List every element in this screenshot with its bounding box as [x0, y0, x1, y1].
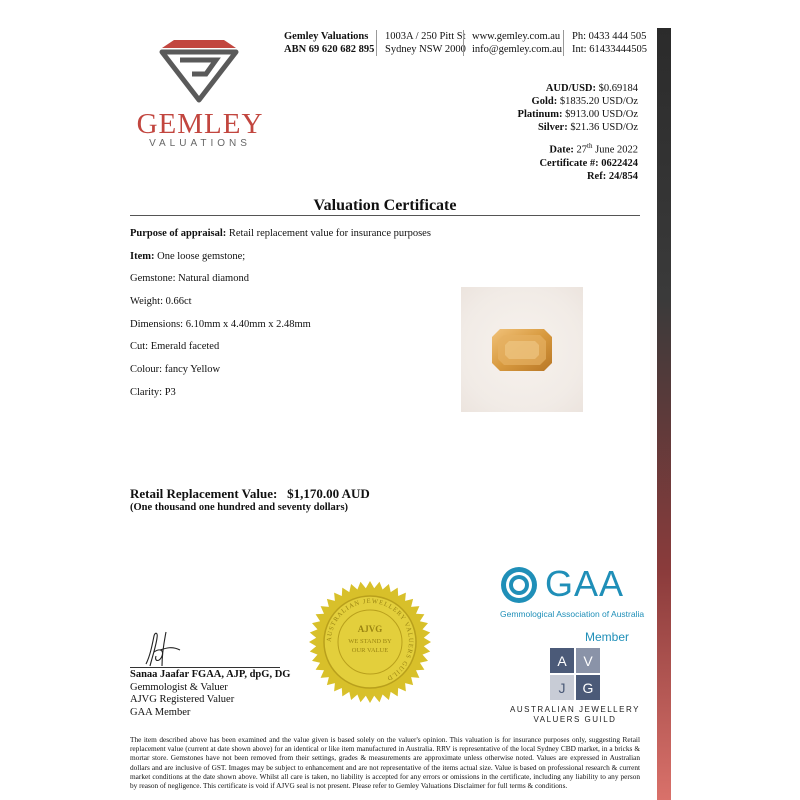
- ajvg-logo-icon: [550, 648, 600, 700]
- certificate-meta: [539, 140, 638, 183]
- address-line-2: Sydney NSW 2000: [385, 44, 466, 55]
- gemstone-photo: [461, 287, 583, 412]
- company-abn: ABN 69 620 682 895: [284, 44, 375, 55]
- seal-line-1: AJVG: [357, 624, 383, 634]
- valuer-name: Sanaa Jaafar FGAA, AJP, dpG, DG: [130, 669, 291, 680]
- valuer-role-1: Gemmologist & Valuer: [130, 681, 228, 693]
- seal-line-3: OUR VALUE: [351, 647, 389, 654]
- side-gradient-bar: [657, 28, 671, 800]
- seal-line-2: WE STAND BY: [348, 638, 392, 645]
- ajvg-letter-j: J: [558, 680, 566, 696]
- valuer-signature: [140, 628, 200, 670]
- ajvg-name: [505, 705, 645, 725]
- certificate-number: Certificate #: 0622424: [539, 157, 638, 169]
- ajvg-name-line-2: VALUERS GUILD: [533, 715, 617, 724]
- value-in-words: (One thousand one hundred and seventy dollars): [130, 502, 349, 513]
- field-dimensions: Dimensions: 6.10mm x 4.40mm x 2.48mm: [130, 319, 311, 330]
- field-gemstone: Gemstone: Natural diamond: [130, 273, 249, 284]
- gaa-full-name: Gemmological Association of Australia: [500, 609, 645, 619]
- rate-aud-usd: AUD/USD: $0.69184: [545, 83, 638, 94]
- header-company: [284, 30, 374, 56]
- header-phone: [563, 30, 647, 56]
- field-weight: Weight: 0.66ct: [130, 296, 192, 307]
- seal-ring-text: AUSTRALIAN JEWELLERY VALUERS GUILD: [325, 597, 415, 683]
- email-link[interactable]: info@gemley.com.au: [472, 44, 563, 55]
- intl-phone-number: Int: 61433444505: [572, 44, 647, 55]
- gaa-member-label: Member: [585, 630, 630, 644]
- company-name: Gemley Valuations: [284, 31, 369, 42]
- emerald-cut-diamond-icon: [492, 329, 552, 371]
- rate-silver: Silver: $21.36 USD/Oz: [537, 122, 638, 133]
- field-clarity: Clarity: P3: [130, 387, 176, 398]
- phone-number: Ph: 0433 444 505: [572, 31, 647, 42]
- ajvg-letter-g: G: [582, 680, 594, 696]
- field-colour: Colour: fancy Yellow: [130, 364, 221, 375]
- retail-replacement-value: Retail Replacement Value: $1,170.00 AUD: [130, 486, 370, 501]
- ajvg-letter-v: V: [583, 653, 593, 669]
- gaa-wordmark: GAA: [545, 563, 625, 604]
- address-line-1: 1003A / 250 Pitt St: [385, 31, 466, 42]
- metal-rates: [518, 82, 638, 134]
- header-web: [463, 30, 562, 56]
- certificate-date: Date: 27th June 2022: [549, 142, 638, 156]
- ajvg-letter-a: A: [557, 653, 567, 669]
- website-link[interactable]: www.gemley.com.au: [472, 31, 561, 42]
- gaa-emblem-icon: [500, 566, 538, 604]
- valuer-role-3: GAA Member: [130, 706, 191, 718]
- page-title: Valuation Certificate: [313, 197, 457, 214]
- gemley-diamond-logo-icon: [158, 38, 240, 104]
- field-item: Item: One loose gemstone;: [130, 251, 246, 262]
- valuer-details: [130, 669, 290, 719]
- ajvg-gold-seal-icon: [308, 580, 432, 704]
- logo-subtitle: VALUATIONS: [149, 138, 251, 149]
- certificate-ref: Ref: 24/854: [586, 170, 638, 182]
- disclaimer-text: The item described above has been examined and the value given is based solely on the valuer's opinion. This valuation is for insurance purposes only, suggesting Retail replacement value (current at date shown above) for an identical or like item manufactured in Australia. RRV is representative of the local Sydney CBD market, in a bricks & mortar store. Gemstones have not been removed from their settings, grades & measurements are approximate unless otherwise noted. Values are expressed in Australian dollars and are inclusive of GST. Images may be subject to enhancement and are not representative of the items actual size. Value is based on professional research & current market conditions at the date shown above. Whilst all care is taken, no liability is accepted for any errors or omissions in the certificate, including any liability to any person by reason of negligence. This certificate is void if AJVG seal is not present. Please refer to Gemley Valuations Disclaimer for full terms & conditions.: [130, 735, 640, 791]
- field-purpose: Purpose of appraisal: Retail replacement value for insurance purposes: [130, 228, 431, 239]
- title-divider: [130, 215, 640, 216]
- rate-gold: Gold: $1835.20 USD/Oz: [531, 96, 638, 107]
- field-cut: Cut: Emerald faceted: [130, 341, 220, 352]
- logo-wordmark: GEMLEY: [136, 108, 264, 140]
- valuer-role-2: AJVG Registered Valuer: [130, 694, 235, 705]
- rate-platinum: Platinum: $913.00 USD/Oz: [517, 109, 638, 120]
- signature-line: [130, 667, 280, 668]
- header-address: [376, 30, 466, 56]
- ajvg-name-line-1: AUSTRALIAN JEWELLERY: [510, 705, 640, 714]
